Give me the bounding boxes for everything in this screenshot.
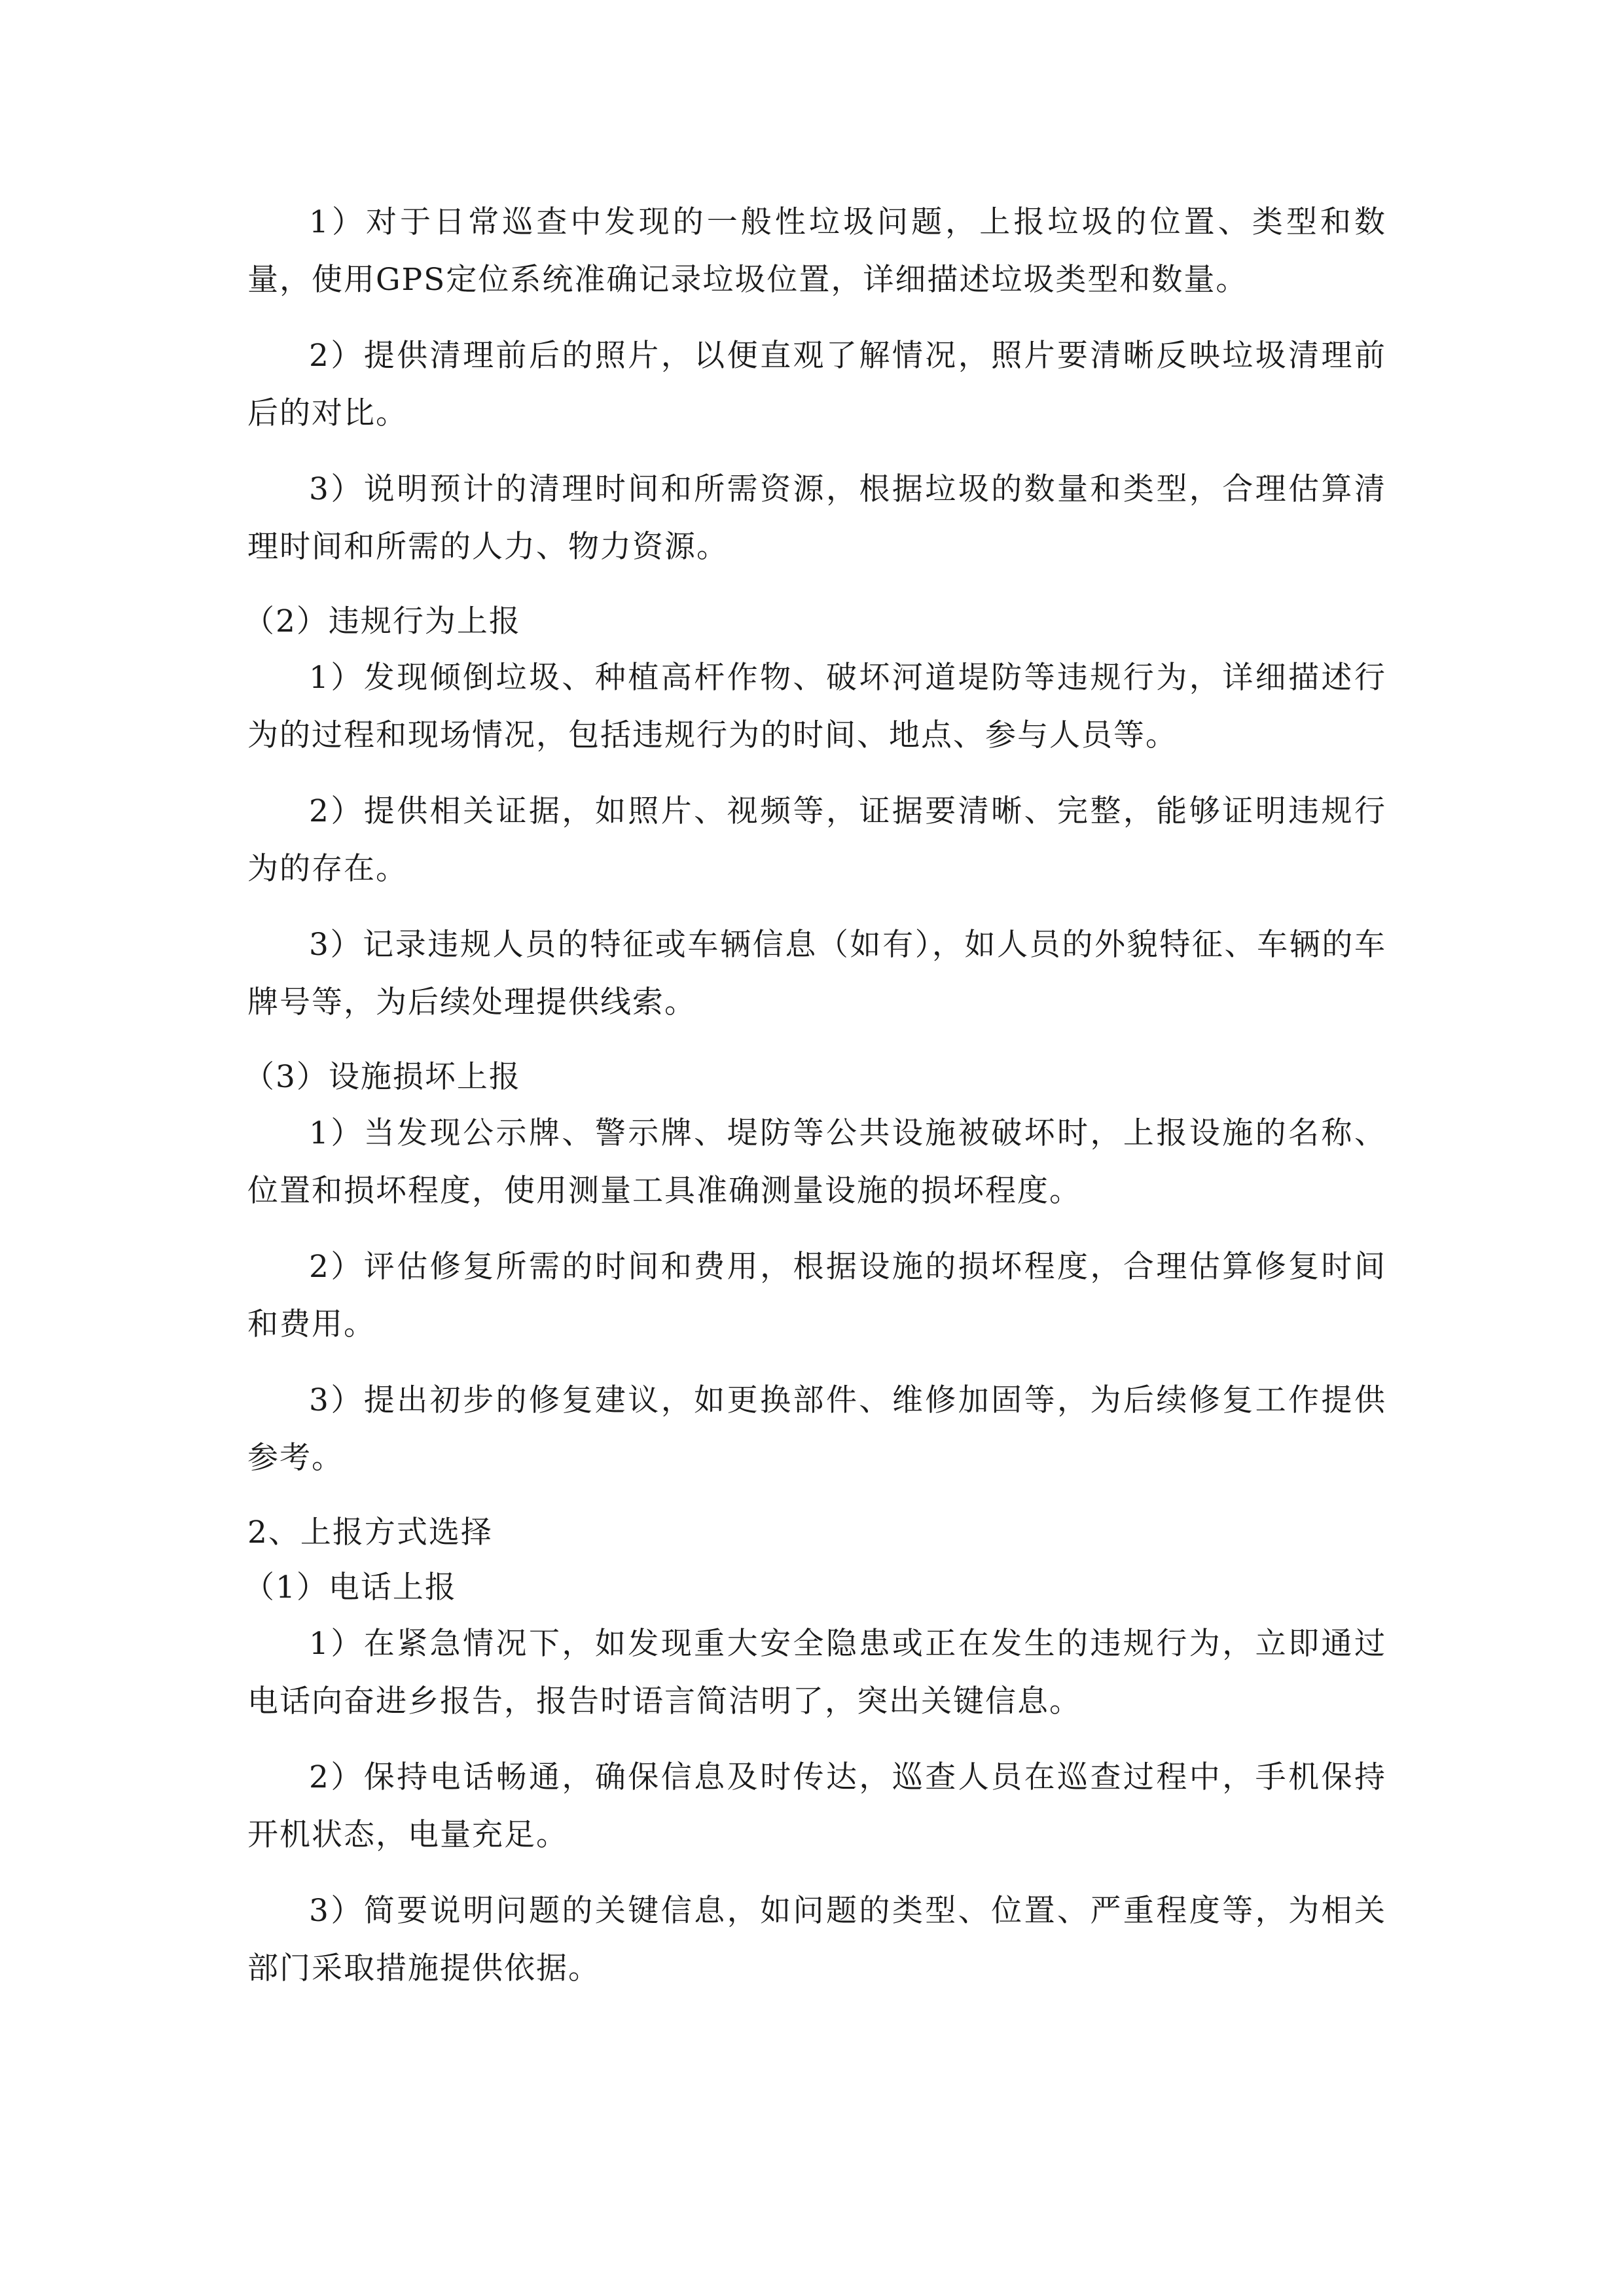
section-heading: 2、上报方式选择 xyxy=(247,1515,493,1551)
paragraph: 1）当发现公示牌、警示牌、堤防等公共设施被破坏时，上报设施的名称、位置和损坏程度，使用测量工具准确测量设施的损坏程度。 xyxy=(247,1115,1386,1209)
paragraph: 2）评估修复所需的时间和费用，根据设施的损坏程度，合理估算修复时间和费用。 xyxy=(247,1249,1386,1342)
paragraph: 1）在紧急情况下，如发现重大安全隐患或正在发生的违规行为，立即通过电话向奋进乡报告，报告时语言简洁明了，突出关键信息。 xyxy=(247,1626,1386,1719)
paragraph: 1）发现倾倒垃圾、种植高杆作物、破坏河道堤防等违规行为，详细描述行为的过程和现场情况，包括违规行为的时间、地点、参与人员等。 xyxy=(247,660,1386,753)
paragraph: 3）记录违规人员的特征或车辆信息（如有），如人员的外貌特征、车辆的车牌号等，为后续处理提供线索。 xyxy=(247,927,1386,1020)
document-body xyxy=(244,194,1386,2016)
paragraph: 3）说明预计的清理时间和所需资源，根据垃圾的数量和类型，合理估算清理时间和所需的人力、物力资源。 xyxy=(247,471,1386,565)
paragraph: 2）提供清理前后的照片，以便直观了解情况，照片要清晰反映垃圾清理前后的对比。 xyxy=(247,338,1386,431)
paragraph: 3）简要说明问题的关键信息，如问题的类型、位置、严重程度等，为相关部门采取措施提供依据。 xyxy=(247,1893,1386,1986)
subheading: （3）设施损坏上报 xyxy=(244,1059,521,1095)
paragraph: 2）提供相关证据，如照片、视频等，证据要清晰、完整，能够证明违规行为的存在。 xyxy=(247,793,1386,887)
paragraph: 1）对于日常巡查中发现的一般性垃圾问题，上报垃圾的位置、类型和数量，使用GPS定位系统准确记录垃圾位置，详细描述垃圾类型和数量。 xyxy=(247,204,1386,298)
paragraph: 2）保持电话畅通，确保信息及时传达，巡查人员在巡查过程中，手机保持开机状态，电量充足。 xyxy=(247,1759,1386,1853)
subheading: （2）违规行为上报 xyxy=(244,603,521,639)
subheading: （1）电话上报 xyxy=(244,1570,457,1605)
paragraph: 3）提出初步的修复建议，如更换部件、维修加固等，为后续修复工作提供参考。 xyxy=(247,1382,1386,1476)
